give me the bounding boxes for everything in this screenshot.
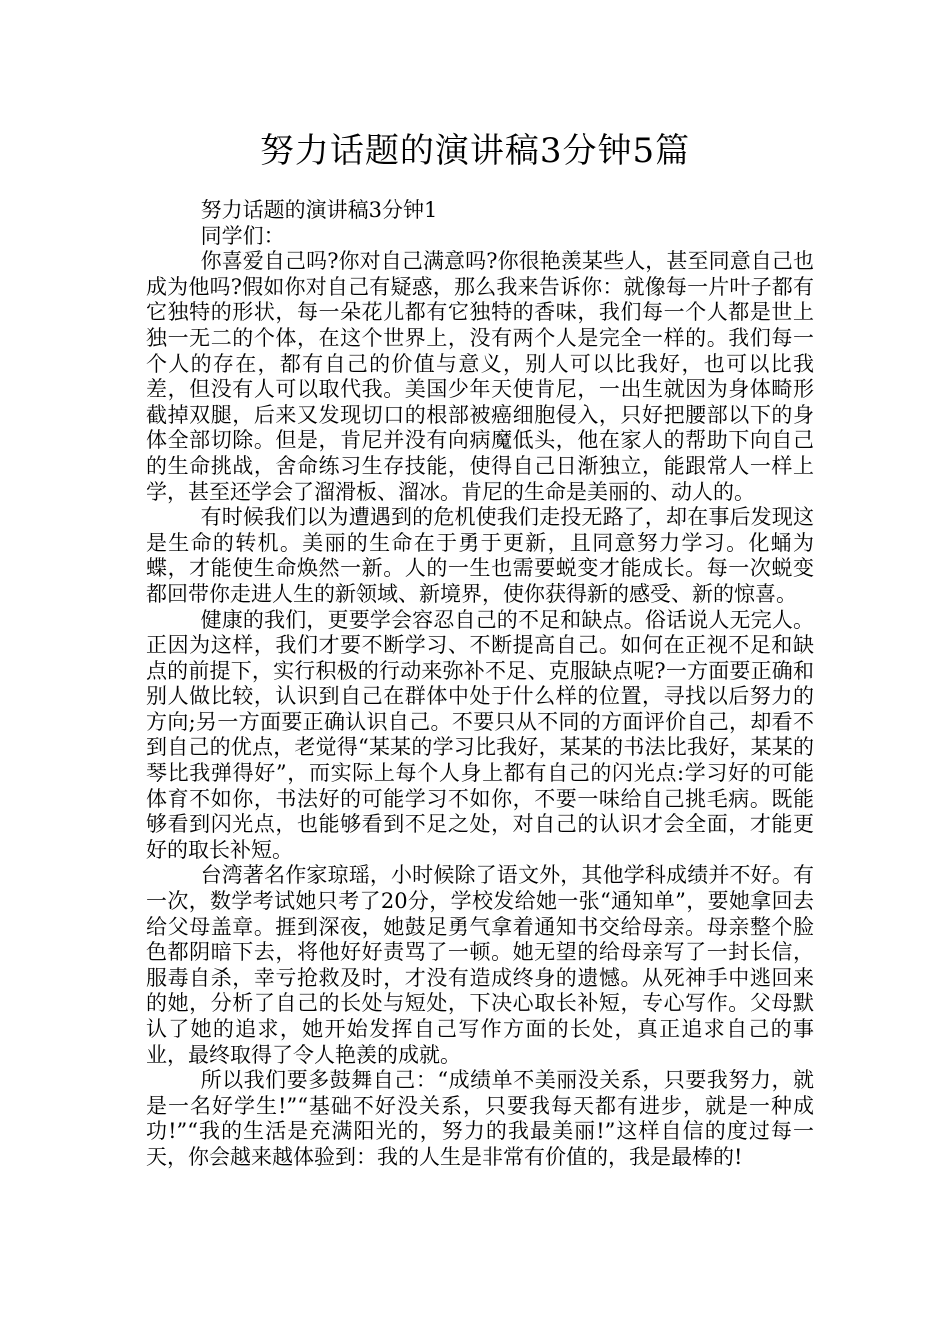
section-subtitle: 努力话题的演讲稿3分钟1	[200, 198, 438, 222]
paragraph-2: 有时候我们以为遭遇到的危机使我们走投无路了，却在事后发现这是生命的转机。美丽的生命在于勇于更新，且同意努力学习。化蛹为蝶，才能使生命焕然一新。人的一生也需要蜕变才能成长。每一次蜕变都回带你走进人生的新领域、新境界，使你获得新的感受、新的惊喜。	[146, 505, 814, 606]
document-title: 努力话题的演讲稿3分钟5篇	[259, 131, 691, 171]
paragraph-3: 健康的我们，更要学会容忍自己的不足和缺点。俗话说人无完人。正因为这样，我们才要不断学习、不断提高自己。如何在正视不足和缺点的前提下，实行积极的行动来弥补不足、克服缺点呢?一方面要正确和别人做比较，认识到自己在群体中处于什么样的位置，寻找以后努力的方向;另一方面要正确认识自己。不要只从不同的方面评价自己，却看不到自己的优点，老觉得“某某的学习比我好，某某的书法比我好，某某的琴比我弹得好”，而实际上每个人身上都有自己的闪光点:学习好的可能体育不如你，书法好的可能学习不如你，不要一味给自己挑毛病。既能够看到闪光点，也能够看到不足之处，对自己的认识才会全面，才能更好的取长补短。	[146, 607, 814, 862]
paragraph-1: 你喜爱自己吗?你对自己满意吗?你很艳羡某些人，甚至同意自己也成为他吗?假如你对自己有疑惑，那么我来告诉你：就像每一片叶子都有它独特的形状，每一朵花儿都有它独特的香味，我们每一个人都是世上独一无二的个体，在这个世界上，没有两个人是完全一样的。我们每一个人的存在，都有自己的价值与意义，别人可以比我好，也可以比我差，但没有人可以取代我。美国少年天使肯尼，一出生就因为身体畸形截掉双腿，后来又发现切口的根部被癌细胞侵入，只好把腰部以下的身体全部切除。但是，肯尼并没有向病魔低头，他在家人的帮助下向自己的生命挑战，舍命练习生存技能，使得自己日渐独立，能跟常人一样上学，甚至还学会了溜滑板、溜冰。肯尼的生命是美丽的、动人的。	[146, 249, 814, 504]
paragraph-5: 所以我们要多鼓舞自己：“成绩单不美丽没关系，只要我努力，就是一名好学生!”“基础不好没关系，只要我每天都有进步，就是一种成功!”“我的生活是充满阳光的，努力的我最美丽!”这样自信的度过每一天，你会越来越体验到：我的人生是非常有价值的，我是最棒的!	[146, 1068, 814, 1169]
salutation: 同学们：	[200, 223, 285, 248]
paragraph-4: 台湾著名作家琼瑶，小时候除了语文外，其他学科成绩并不好。有一次，数学考试她只考了20分，学校发给她一张“通知单”，要她拿回去给父母盖章。捱到深夜，她鼓足勇气拿着通知书交给母亲。母亲整个脸色都阴暗下去，将他好好责骂了一顿。她无望的给母亲写了一封长信，服毒自杀，幸亏抢救及时，才没有造成终身的遗憾。从死神手中逃回来的她，分析了自己的长处与短处，下决心取长补短，专心写作。父母默认了她的追求，她开始发挥自己写作方面的长处，真正追求自己的事业，最终取得了令人艳羡的成就。	[146, 863, 814, 1067]
document-body	[146, 198, 814, 1171]
